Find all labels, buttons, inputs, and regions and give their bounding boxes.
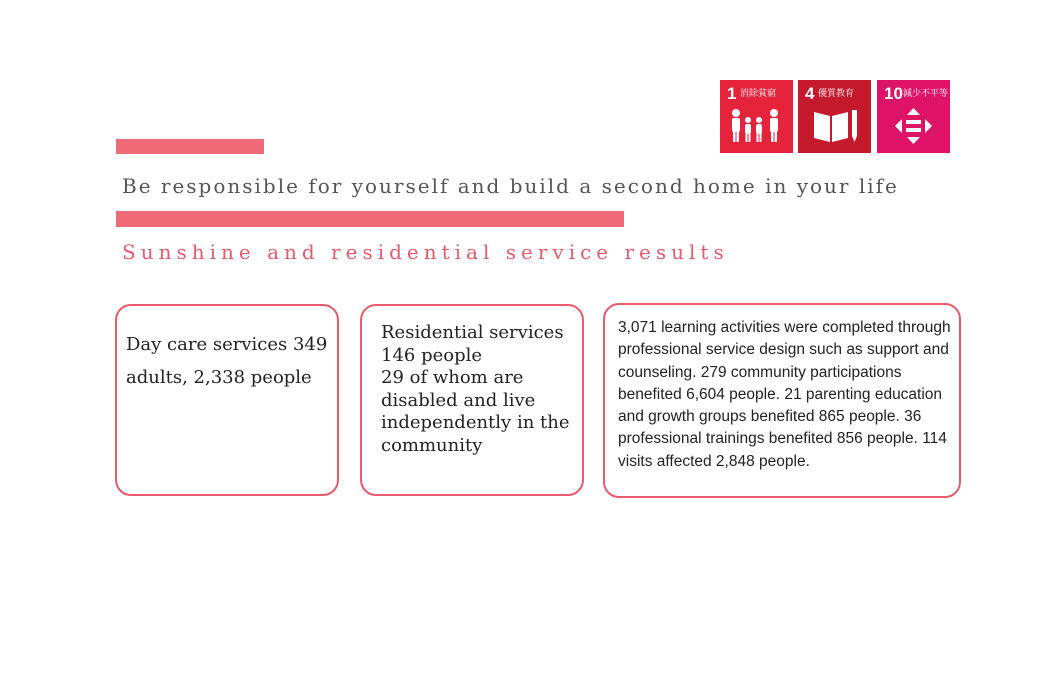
sdg-10-badge [877,80,950,153]
page-title: Be responsible for yourself and build a second home in your life [122,174,899,198]
residential-text: Residential services 146 people 29 of whom are disabled and live independently in the community [381,322,570,456]
sdg-1-badge [720,80,793,153]
family-icon [728,108,785,144]
accent-bar-top [116,139,264,154]
equality-arrows-icon [885,108,942,144]
sdg-label: 優質教育 [818,88,855,98]
day-care-text: Day care services 349 adults, 2,338 people [126,334,328,388]
section-subtitle: Sunshine and residential service results [122,240,729,264]
residential-card [360,304,584,496]
sdg-number: 1 [727,84,737,103]
activities-card [603,303,961,498]
sdg-number: 4 [805,84,815,103]
sdg-label: 消除貧窮 [740,88,777,98]
book-pencil-icon [806,108,863,144]
day-care-card [115,304,339,496]
accent-bar-middle [116,211,624,227]
sdg-number: 10 [884,84,903,103]
activities-text: 3,071 learning activities were completed through professional service design such as support and counseling. 279 community participations benefited 6,604 people. 21 parenting education and growth groups benefited 865 people. 36 professional trainings benefited 856 people. 114 visits affected 2,848 people. [618,319,951,470]
sdg-label: 減少不平等 [903,88,949,98]
sdg-4-badge [798,80,871,153]
